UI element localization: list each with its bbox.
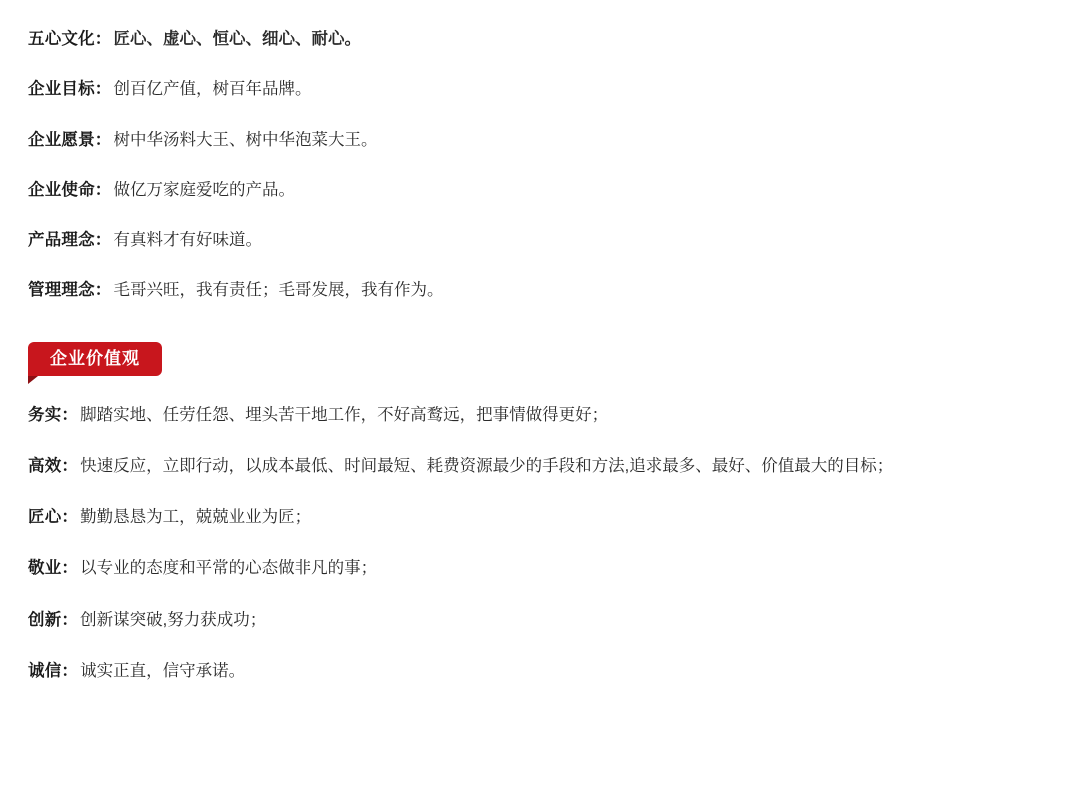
entry-label: 管理理念：	[28, 281, 112, 300]
entry-label: 五心文化：	[28, 30, 112, 48]
entry-value: 有真料才有好味道。	[113, 231, 262, 250]
entry-value: 创新谋突破,努力获成功；	[80, 610, 267, 629]
entry-value: 以专业的态度和平常的心态做非凡的事；	[80, 559, 378, 578]
entry-gaoxiao	[28, 455, 1055, 477]
entry-label: 高效：	[28, 456, 79, 475]
entry-label: 敬业：	[28, 559, 79, 578]
entry-label: 企业愿景：	[28, 130, 112, 149]
entry-label: 诚信：	[28, 661, 79, 680]
entry-chengxin	[28, 660, 1055, 682]
entry-value: 勤勤恳恳为工，兢兢业业为匠；	[80, 508, 312, 527]
entry-value: 匠心、虚心、恒心、细心、耐心。	[113, 30, 361, 48]
entry-label: 匠心：	[28, 508, 79, 527]
entry-value: 毛哥兴旺，我有责任；毛哥发展，我有作为。	[113, 281, 444, 300]
entry-qiye-shiming	[28, 179, 1055, 201]
entry-qiye-yuanjing	[28, 129, 1055, 151]
entry-label: 企业使命：	[28, 180, 112, 199]
entry-chanpin-linian	[28, 229, 1055, 251]
entry-value: 快速反应，立即行动，以成本最低、时间最短、耗费资源最少的手段和方法,追求最多、最好、价值最大的目标；	[80, 456, 894, 475]
entry-guanli-linian	[28, 279, 1055, 301]
entry-jiangxin	[28, 506, 1055, 528]
entry-jingye	[28, 557, 1055, 579]
section-culture	[28, 28, 1055, 302]
entry-value: 做亿万家庭爱吃的产品。	[113, 180, 295, 199]
entry-label: 企业目标：	[28, 80, 112, 99]
entry-value: 诚实正直，信守承诺。	[80, 661, 246, 680]
section-banner-wrapper	[28, 342, 1055, 378]
entry-label: 产品理念：	[28, 231, 112, 250]
entry-label: 创新：	[28, 610, 79, 629]
entry-value: 创百亿产值，树百年品牌。	[113, 80, 312, 99]
entry-wuxin-wenhua	[28, 28, 1055, 50]
entry-chuangxin	[28, 609, 1055, 631]
section-values	[28, 404, 1055, 683]
entry-value: 脚踏实地、任劳任怨、埋头苦干地工作，不好高鹜远，把事情做得更好；	[80, 405, 609, 424]
entry-value: 树中华汤料大王、树中华泡菜大王。	[113, 130, 378, 149]
entry-label: 务实：	[28, 405, 79, 424]
entry-qiye-mubiao	[28, 78, 1055, 100]
entry-wushi	[28, 404, 1055, 426]
section-heading-values: 企业价值观	[28, 342, 162, 376]
